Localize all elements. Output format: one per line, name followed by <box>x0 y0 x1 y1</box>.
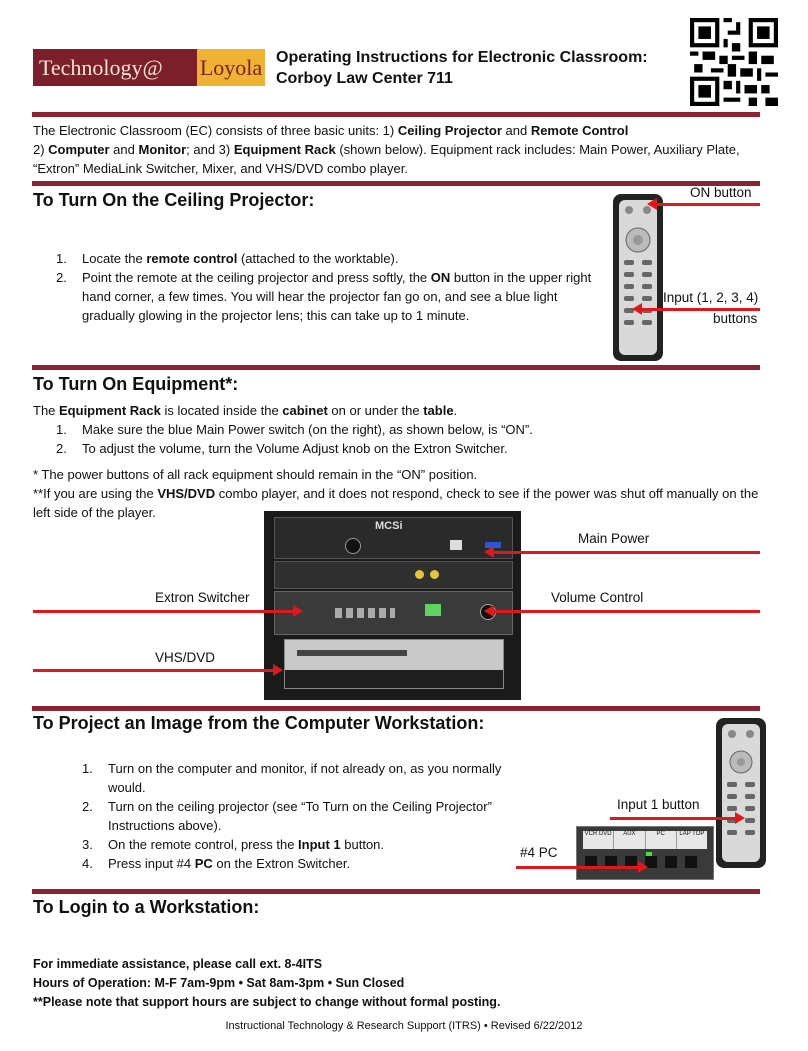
intro-text: (shown below). Equipment rack includes: Main Power, Auxiliary Plate, “Extron” MediaLink Switcher, Mixer, and VHS/DVD combo player. <box>33 142 740 176</box>
section-divider <box>32 365 760 370</box>
assistance-phone: For immediate assistance, please call ext. 8-4ITS <box>33 957 323 971</box>
arrow-head-icon <box>484 605 494 617</box>
intro-bold: Ceiling Projector <box>397 123 502 138</box>
arrow-head-icon <box>638 861 648 873</box>
switch-label: AUX <box>614 831 645 849</box>
player-control-panel <box>285 670 503 688</box>
item-text: on the Extron Switcher. <box>212 856 351 871</box>
rca-jack-icon <box>430 570 439 579</box>
arrow-line <box>33 669 273 672</box>
item-bold: ON <box>430 270 451 285</box>
item-number: 1. <box>56 422 67 437</box>
arrow-line <box>492 610 760 613</box>
intro-text: The Electronic Classroom (EC) consists of three basic units: 1) <box>33 123 398 138</box>
item-text: On the remote control, press the <box>108 837 299 852</box>
intro-text: 2) <box>33 142 49 157</box>
list-item <box>56 268 604 325</box>
item-text: Make sure the blue Main Power switch (on the right), as shown below, is “ON”. <box>82 422 533 437</box>
para-text: . <box>453 403 458 418</box>
section-heading-project-image: To Project an Image from the Computer Workstation: <box>33 713 485 733</box>
section-heading-projector: To Turn On the Ceiling Projector: <box>33 190 315 210</box>
equipment-rack-paragraph <box>33 401 457 420</box>
qr-code-icon <box>690 18 778 106</box>
label-volume-control: Volume Control <box>551 590 644 605</box>
item-bold: PC <box>194 856 213 871</box>
list-item <box>82 759 532 797</box>
para-bold: Equipment Rack <box>59 403 161 418</box>
switch-label: PC <box>646 831 677 849</box>
list-item <box>56 439 756 458</box>
arrow-line <box>610 817 735 820</box>
knob-icon <box>345 538 361 554</box>
switcher-buttons-icon <box>335 608 395 618</box>
title-line-2: Corboy Law Center 711 <box>276 70 453 87</box>
footer: Instructional Technology & Research Support (ITRS) • Revised 6/22/2012 <box>225 1020 583 1032</box>
equipment-steps <box>56 420 756 458</box>
switch-label: VCR DVD <box>583 831 614 849</box>
auxiliary-plate <box>274 561 513 589</box>
item-text: (attached to the worktable). <box>237 251 399 266</box>
intro-bold: Monitor <box>138 142 187 157</box>
remote-buttons-icon <box>619 200 657 355</box>
item-number: 2. <box>56 270 67 285</box>
header-divider <box>32 112 760 117</box>
item-number: 1. <box>82 761 93 776</box>
item-text: Turn on the computer and monitor, if not already on, as you normally would. <box>108 761 502 795</box>
para-text: The <box>33 403 60 418</box>
para-text: on or under the <box>327 403 424 418</box>
section-heading-login: To Login to a Workstation: <box>33 897 260 917</box>
projector-steps <box>56 249 604 325</box>
arrow-head-icon <box>632 303 642 315</box>
project-image-steps <box>82 759 532 873</box>
list-item <box>82 835 532 854</box>
hours-disclaimer: **Please note that support hours are subject to change without formal posting. <box>33 995 501 1009</box>
item-text: Turn on the ceiling projector (see “To Turn on the Ceiling Projector” Instructions above). <box>108 799 492 833</box>
arrow-line <box>33 610 293 613</box>
label-on-button: ON button <box>690 185 752 200</box>
note-text: **If you are using the <box>33 486 158 501</box>
list-item <box>56 420 756 439</box>
outlet-icon <box>450 540 462 550</box>
power-note: * The power buttons of all rack equipment should remain in the “ON” position. <box>33 467 478 482</box>
arrow-head-icon <box>293 605 303 617</box>
label-main-power: Main Power <box>578 531 650 546</box>
item-bold: Input 1 <box>298 837 341 852</box>
arrow-head-icon <box>735 812 745 824</box>
arrow-line <box>655 203 760 206</box>
item-text: Locate the <box>82 251 147 266</box>
arrow-head-icon <box>484 546 494 558</box>
page-title <box>276 47 648 89</box>
item-number: 4. <box>82 856 93 871</box>
label-input-1-button: Input 1 button <box>617 797 700 812</box>
note-bold: VHS/DVD <box>157 486 216 501</box>
intro-text: ; and 3) <box>186 142 234 157</box>
item-text: Press input #4 <box>108 856 195 871</box>
tape-slot-icon <box>297 650 407 656</box>
technology-loyola-logo <box>33 49 265 86</box>
item-number: 3. <box>82 837 93 852</box>
label-vhs-dvd: VHS/DVD <box>155 650 216 665</box>
intro-text: and <box>501 123 531 138</box>
arrow-line <box>492 551 760 554</box>
assistance-block <box>33 955 500 1012</box>
item-bold: remote control <box>146 251 238 266</box>
list-item <box>82 854 532 873</box>
label-extron-switcher: Extron Switcher <box>155 590 250 605</box>
switcher-label-strip <box>583 831 707 849</box>
section-heading-equipment: To Turn On Equipment*: <box>33 374 239 394</box>
intro-paragraph <box>33 121 763 178</box>
arrow-head-icon <box>647 198 657 210</box>
led-icon <box>646 852 652 856</box>
hours-of-operation: Hours of Operation: M-F 7am-9pm • Sat 8am-3pm • Sun Closed <box>33 976 405 990</box>
section-divider <box>32 181 760 186</box>
section-divider <box>32 889 760 894</box>
item-text: Point the remote at the ceiling projector and press softly, the <box>82 270 431 285</box>
switch-label: LAP TOP <box>679 831 705 837</box>
intro-bold: Equipment Rack <box>233 142 336 157</box>
item-text: button. <box>340 837 385 852</box>
label-input-buttons: Input (1, 2, 3, 4) <box>663 290 759 305</box>
arrow-head-icon <box>273 664 283 676</box>
item-text: button in the upper right hand corner, a few times. You will hear the projector fan go on, and see a blue light gradually glowing in the projector lens; this can take up to 1 minute. <box>82 270 592 323</box>
switcher-display-icon <box>425 604 441 616</box>
rca-jack-icon <box>415 570 424 579</box>
remote-control-photo <box>716 718 766 868</box>
note-text: combo player, and it does not respond, check to see if the power was shut off manually on the left side of the player. <box>33 486 759 520</box>
logo-technology: Technology@ <box>33 49 197 86</box>
mcsi-main-power-unit <box>274 517 513 559</box>
intro-text: and <box>109 142 139 157</box>
section-divider <box>32 706 760 711</box>
label-input-buttons-2: buttons <box>713 311 758 326</box>
extron-switcher <box>274 591 513 635</box>
remote-buttons-icon <box>722 724 760 862</box>
intro-bold: Remote Control <box>530 123 629 138</box>
rack-brand: MCSi <box>375 520 403 532</box>
title-line-1: Operating Instructions for Electronic Classroom: <box>276 49 648 66</box>
label-pc-input: #4 PC <box>520 845 558 860</box>
intro-bold: Computer <box>48 142 110 157</box>
remote-control-photo <box>613 194 663 361</box>
list-item <box>82 797 532 835</box>
logo-loyola: Loyola <box>197 49 265 86</box>
para-text: is located inside the <box>160 403 283 418</box>
para-bold: cabinet <box>282 403 328 418</box>
vhs-dvd-player <box>284 639 504 689</box>
item-text: To adjust the volume, turn the Volume Adjust knob on the Extron Switcher. <box>82 441 508 456</box>
item-number: 2. <box>82 799 93 814</box>
list-item <box>56 249 604 268</box>
item-number: 2. <box>56 441 67 456</box>
arrow-line <box>516 866 638 869</box>
para-bold: table <box>423 403 454 418</box>
item-number: 1. <box>56 251 67 266</box>
